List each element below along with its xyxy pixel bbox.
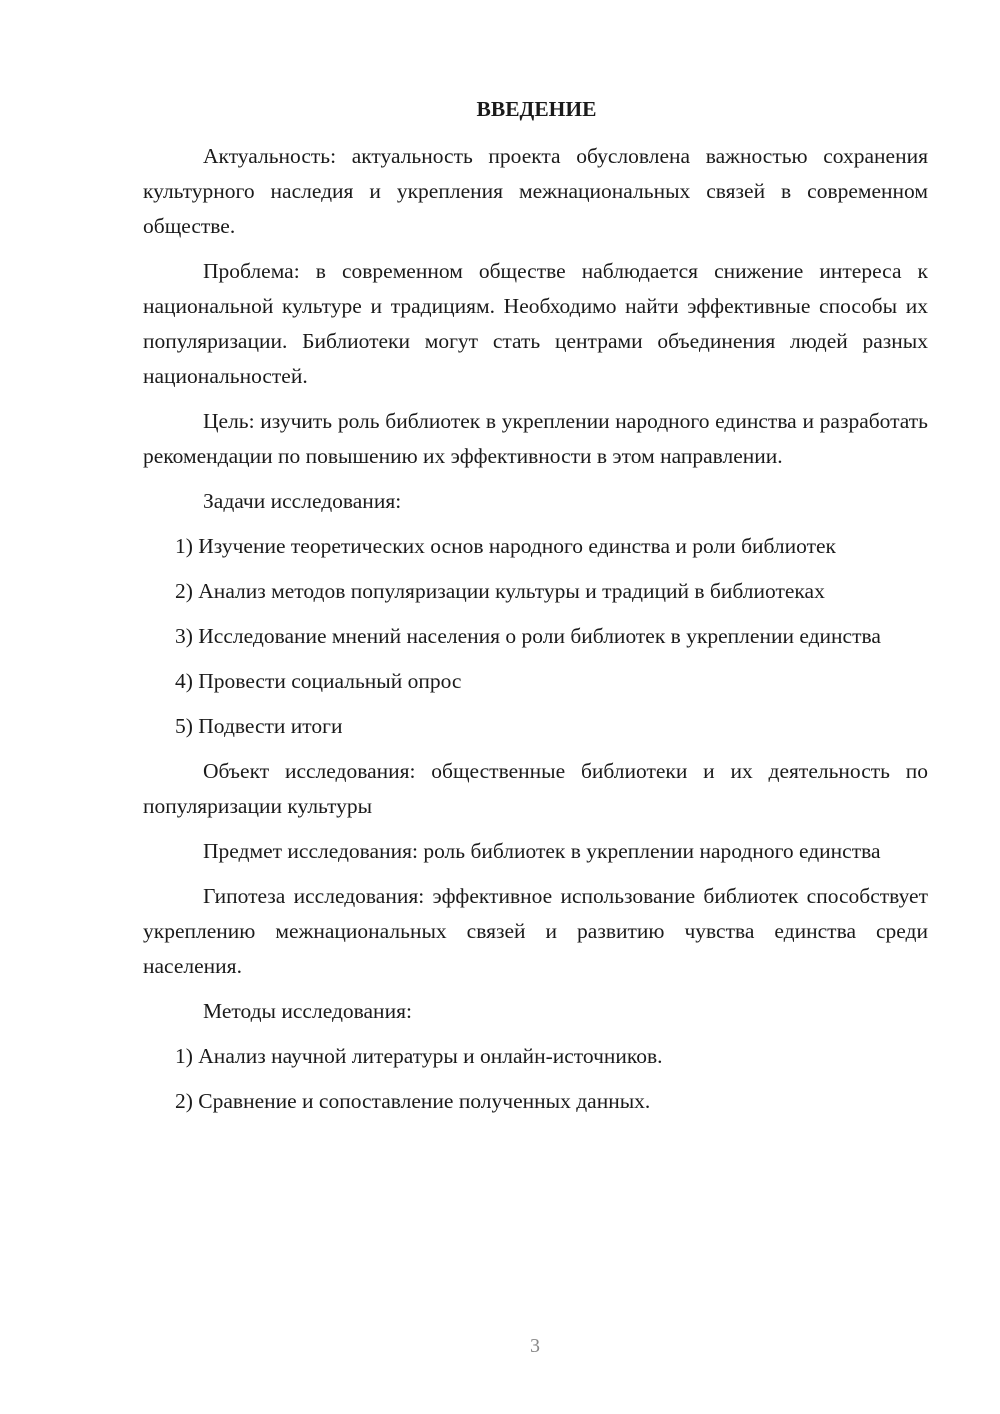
object-paragraph: Объект исследования: общественные библиотеки и их деятельность по популяризации культуры (143, 759, 928, 818)
goal-paragraph: Цель: изучить роль библиотек в укреплении народного единства и разработать рекомендации по повышению их эффективности в этом направлении. (143, 409, 928, 468)
method-item-1: 1) Анализ научной литературы и онлайн-источников. (175, 1044, 663, 1068)
task-item-5: 5) Подвести итоги (175, 714, 343, 738)
task-item-4: 4) Провести социальный опрос (175, 669, 462, 693)
method-item-2: 2) Сравнение и сопоставление полученных данных. (175, 1089, 651, 1113)
page-content (143, 92, 928, 1129)
task-item-3: 3) Исследование мнений населения о роли библиотек в укреплении единства (175, 624, 881, 648)
relevance-paragraph: Актуальность: актуальность проекта обусловлена важностью сохранения культурного наследия и укрепления межнациональных связей в современном обществе. (143, 144, 928, 238)
problem-paragraph: Проблема: в современном обществе наблюдается снижение интереса к национальной культуре и традициям. Необходимо найти эффективные способы их популяризации. Библиотеки могут стать центрами объединения людей разных национальностей. (143, 259, 928, 388)
subject-paragraph: Предмет исследования: роль библиотек в укреплении народного единства (203, 839, 881, 863)
page-number: 3 (530, 1335, 540, 1357)
methods-heading: Методы исследования: (203, 999, 412, 1023)
tasks-heading: Задачи исследования: (203, 489, 402, 513)
task-item-2: 2) Анализ методов популяризации культуры и традиций в библиотеках (175, 579, 825, 603)
page-title: ВВЕДЕНИЕ (476, 97, 597, 121)
task-item-1: 1) Изучение теоретических основ народного единства и роли библиотек (175, 534, 836, 558)
hypothesis-paragraph: Гипотеза исследования: эффективное использование библиотек способствует укреплению межнациональных связей и развитию чувства единства среди населения. (143, 884, 928, 978)
